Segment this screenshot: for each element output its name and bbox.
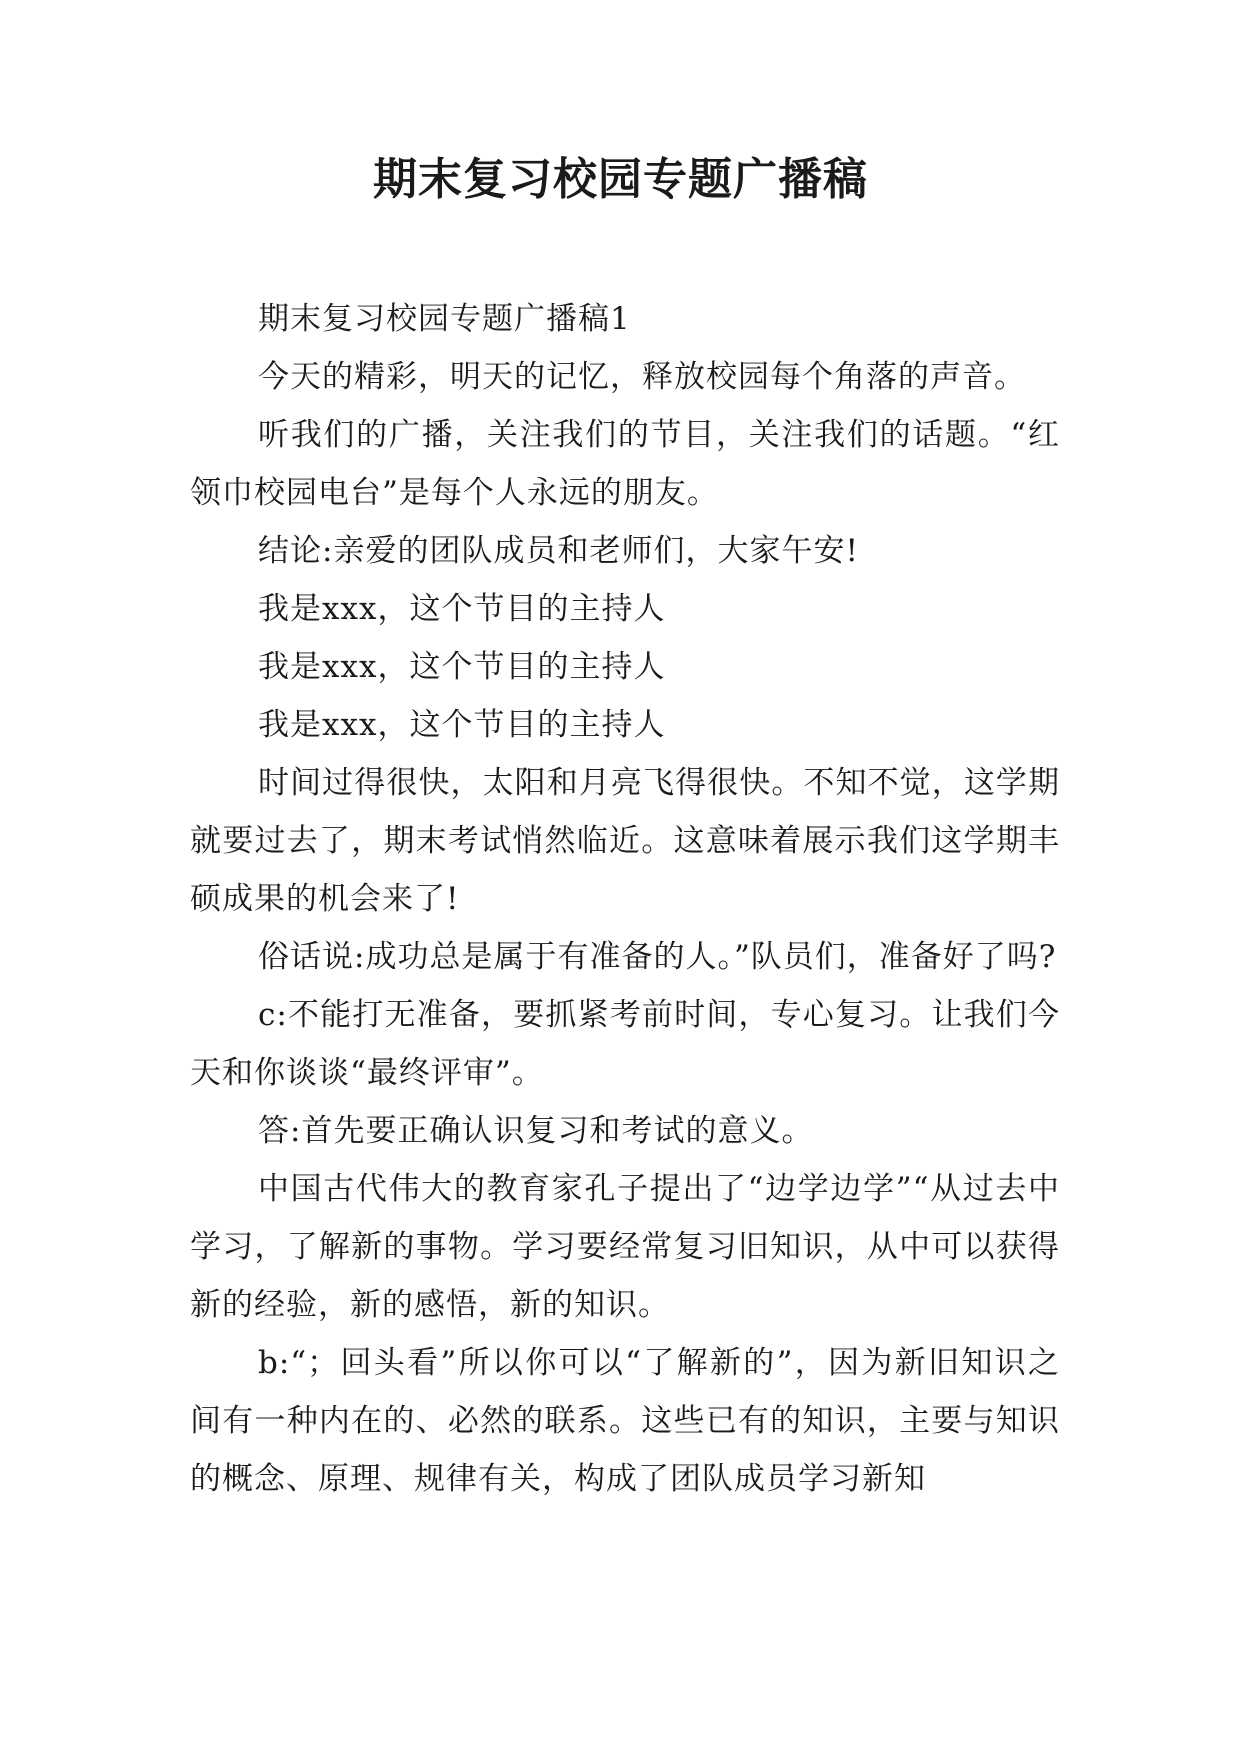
paragraph: 中国古代伟大的教育家孔子提出了“边学边学”“从过去中学习，了解新的事物。学习要经常复习旧知识，从中可以获得新的经验，新的感悟，新的知识。 xyxy=(190,1171,1060,1323)
paragraph: 听我们的广播，关注我们的节目，关注我们的话题。“红领巾校园电台”是每个人永远的朋友。 xyxy=(190,417,1060,511)
paragraph: 今天的精彩，明天的记忆，释放校园每个角落的声音。 xyxy=(258,359,1026,395)
document-title: 期末复习校园专题广播稿 xyxy=(373,154,868,205)
paragraph: 结论:亲爱的团队成员和老师们，大家午安! xyxy=(258,533,859,569)
paragraph: 我是xxx，这个节目的主持人 xyxy=(258,591,666,627)
paragraph: 答:首先要正确认识复习和考试的意义。 xyxy=(258,1113,814,1149)
paragraph: 俗话说:成功总是属于有准备的人。”队员们，准备好了吗? xyxy=(258,939,1057,975)
paragraph: 期末复习校园专题广播稿1 xyxy=(258,301,631,337)
paragraph: 我是xxx，这个节目的主持人 xyxy=(258,707,666,743)
document-body xyxy=(190,290,1060,1508)
paragraph: c:不能打无准备，要抓紧考前时间，专心复习。让我们今天和你谈谈“最终评审”。 xyxy=(190,997,1060,1091)
paragraph: 时间过得很快，太阳和月亮飞得很快。不知不觉，这学期就要过去了，期末考试悄然临近。这意味着展示我们这学期丰硕成果的机会来了! xyxy=(190,765,1060,917)
paragraph: b:“；回头看”所以你可以“了解新的”，因为新旧知识之间有一种内在的、必然的联系。这些已有的知识，主要与知识的概念、原理、规律有关，构成了团队成员学习新知 xyxy=(190,1345,1060,1497)
paragraph: 我是xxx，这个节目的主持人 xyxy=(258,649,666,685)
